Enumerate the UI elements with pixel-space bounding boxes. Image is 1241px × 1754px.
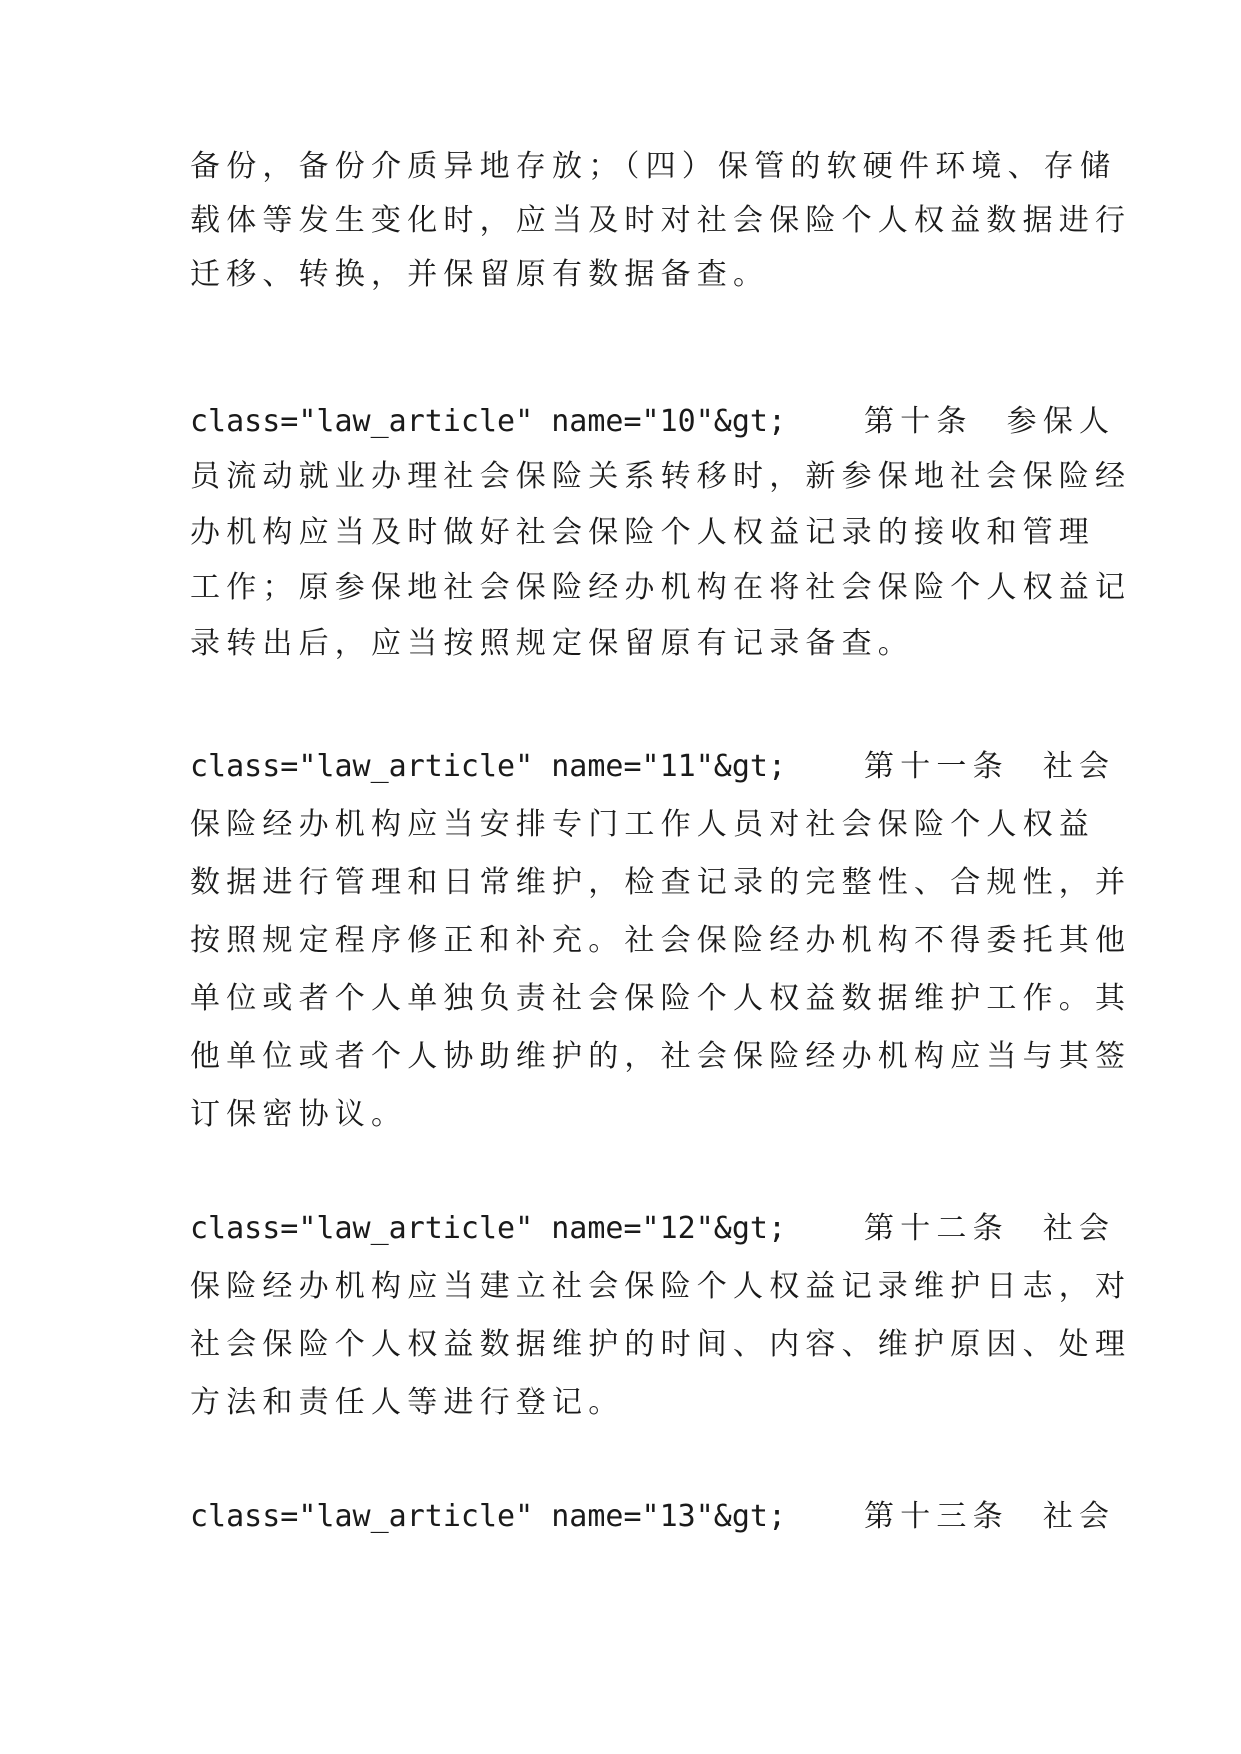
article-text: 社会 [1042, 1211, 1116, 1246]
article-13-first-line [190, 1493, 1116, 1541]
article-12-first-line [190, 1205, 1116, 1253]
text-line: 他单位或者个人协助维护的，社会保险经办机构应当与其签 [190, 1039, 1132, 1074]
article-11-first-line [190, 743, 1116, 791]
article-10-first-line [190, 398, 1116, 446]
article-text: 社会 [1042, 749, 1116, 784]
article-heading: 第十三条 [864, 1499, 1009, 1534]
article-heading: 第十一条 [864, 749, 1009, 784]
text-line: 保险经办机构应当安排专门工作人员对社会保险个人权益 [190, 807, 1095, 842]
text-line: 数据进行管理和日常维护，检查记录的完整性、合规性，并 [190, 865, 1132, 900]
article-heading: 第十二条 [864, 1211, 1009, 1246]
text-line: 迁移、转换，并保留原有数据备查。 [190, 257, 770, 292]
article-text: 参保人 [1006, 404, 1116, 439]
text-line: 载体等发生变化时，应当及时对社会保险个人权益数据进行 [190, 203, 1132, 238]
text-line: 单位或者个人单独负责社会保险个人权益数据维护工作。其 [190, 981, 1132, 1016]
article-prefix: class="law_article" name="10"&gt; [190, 404, 787, 439]
text-line: 员流动就业办理社会保险关系转移时，新参保地社会保险经 [190, 459, 1132, 494]
text-line: 订保密协议。 [190, 1097, 408, 1132]
article-text: 社会 [1042, 1499, 1116, 1534]
article-prefix: class="law_article" name="13"&gt; [190, 1499, 787, 1534]
text-line: 社会保险个人权益数据维护的时间、内容、维护原因、处理 [190, 1327, 1132, 1362]
text-line: 保险经办机构应当建立社会保险个人权益记录维护日志，对 [190, 1269, 1132, 1304]
text-line: 按照规定程序修正和补充。社会保险经办机构不得委托其他 [190, 923, 1132, 958]
article-prefix: class="law_article" name="12"&gt; [190, 1211, 787, 1246]
text-line: 备份，备份介质异地存放；（四）保管的软硬件环境、存储 [190, 149, 1117, 184]
text-line: 录转出后，应当按照规定保留原有记录备查。 [190, 626, 914, 661]
article-heading: 第十条 [864, 404, 973, 439]
text-line: 工作；原参保地社会保险经办机构在将社会保险个人权益记 [190, 570, 1132, 605]
text-line: 方法和责任人等进行登记。 [190, 1385, 625, 1420]
article-prefix: class="law_article" name="11"&gt; [190, 749, 787, 784]
text-line: 办机构应当及时做好社会保险个人权益记录的接收和管理 [190, 515, 1095, 550]
